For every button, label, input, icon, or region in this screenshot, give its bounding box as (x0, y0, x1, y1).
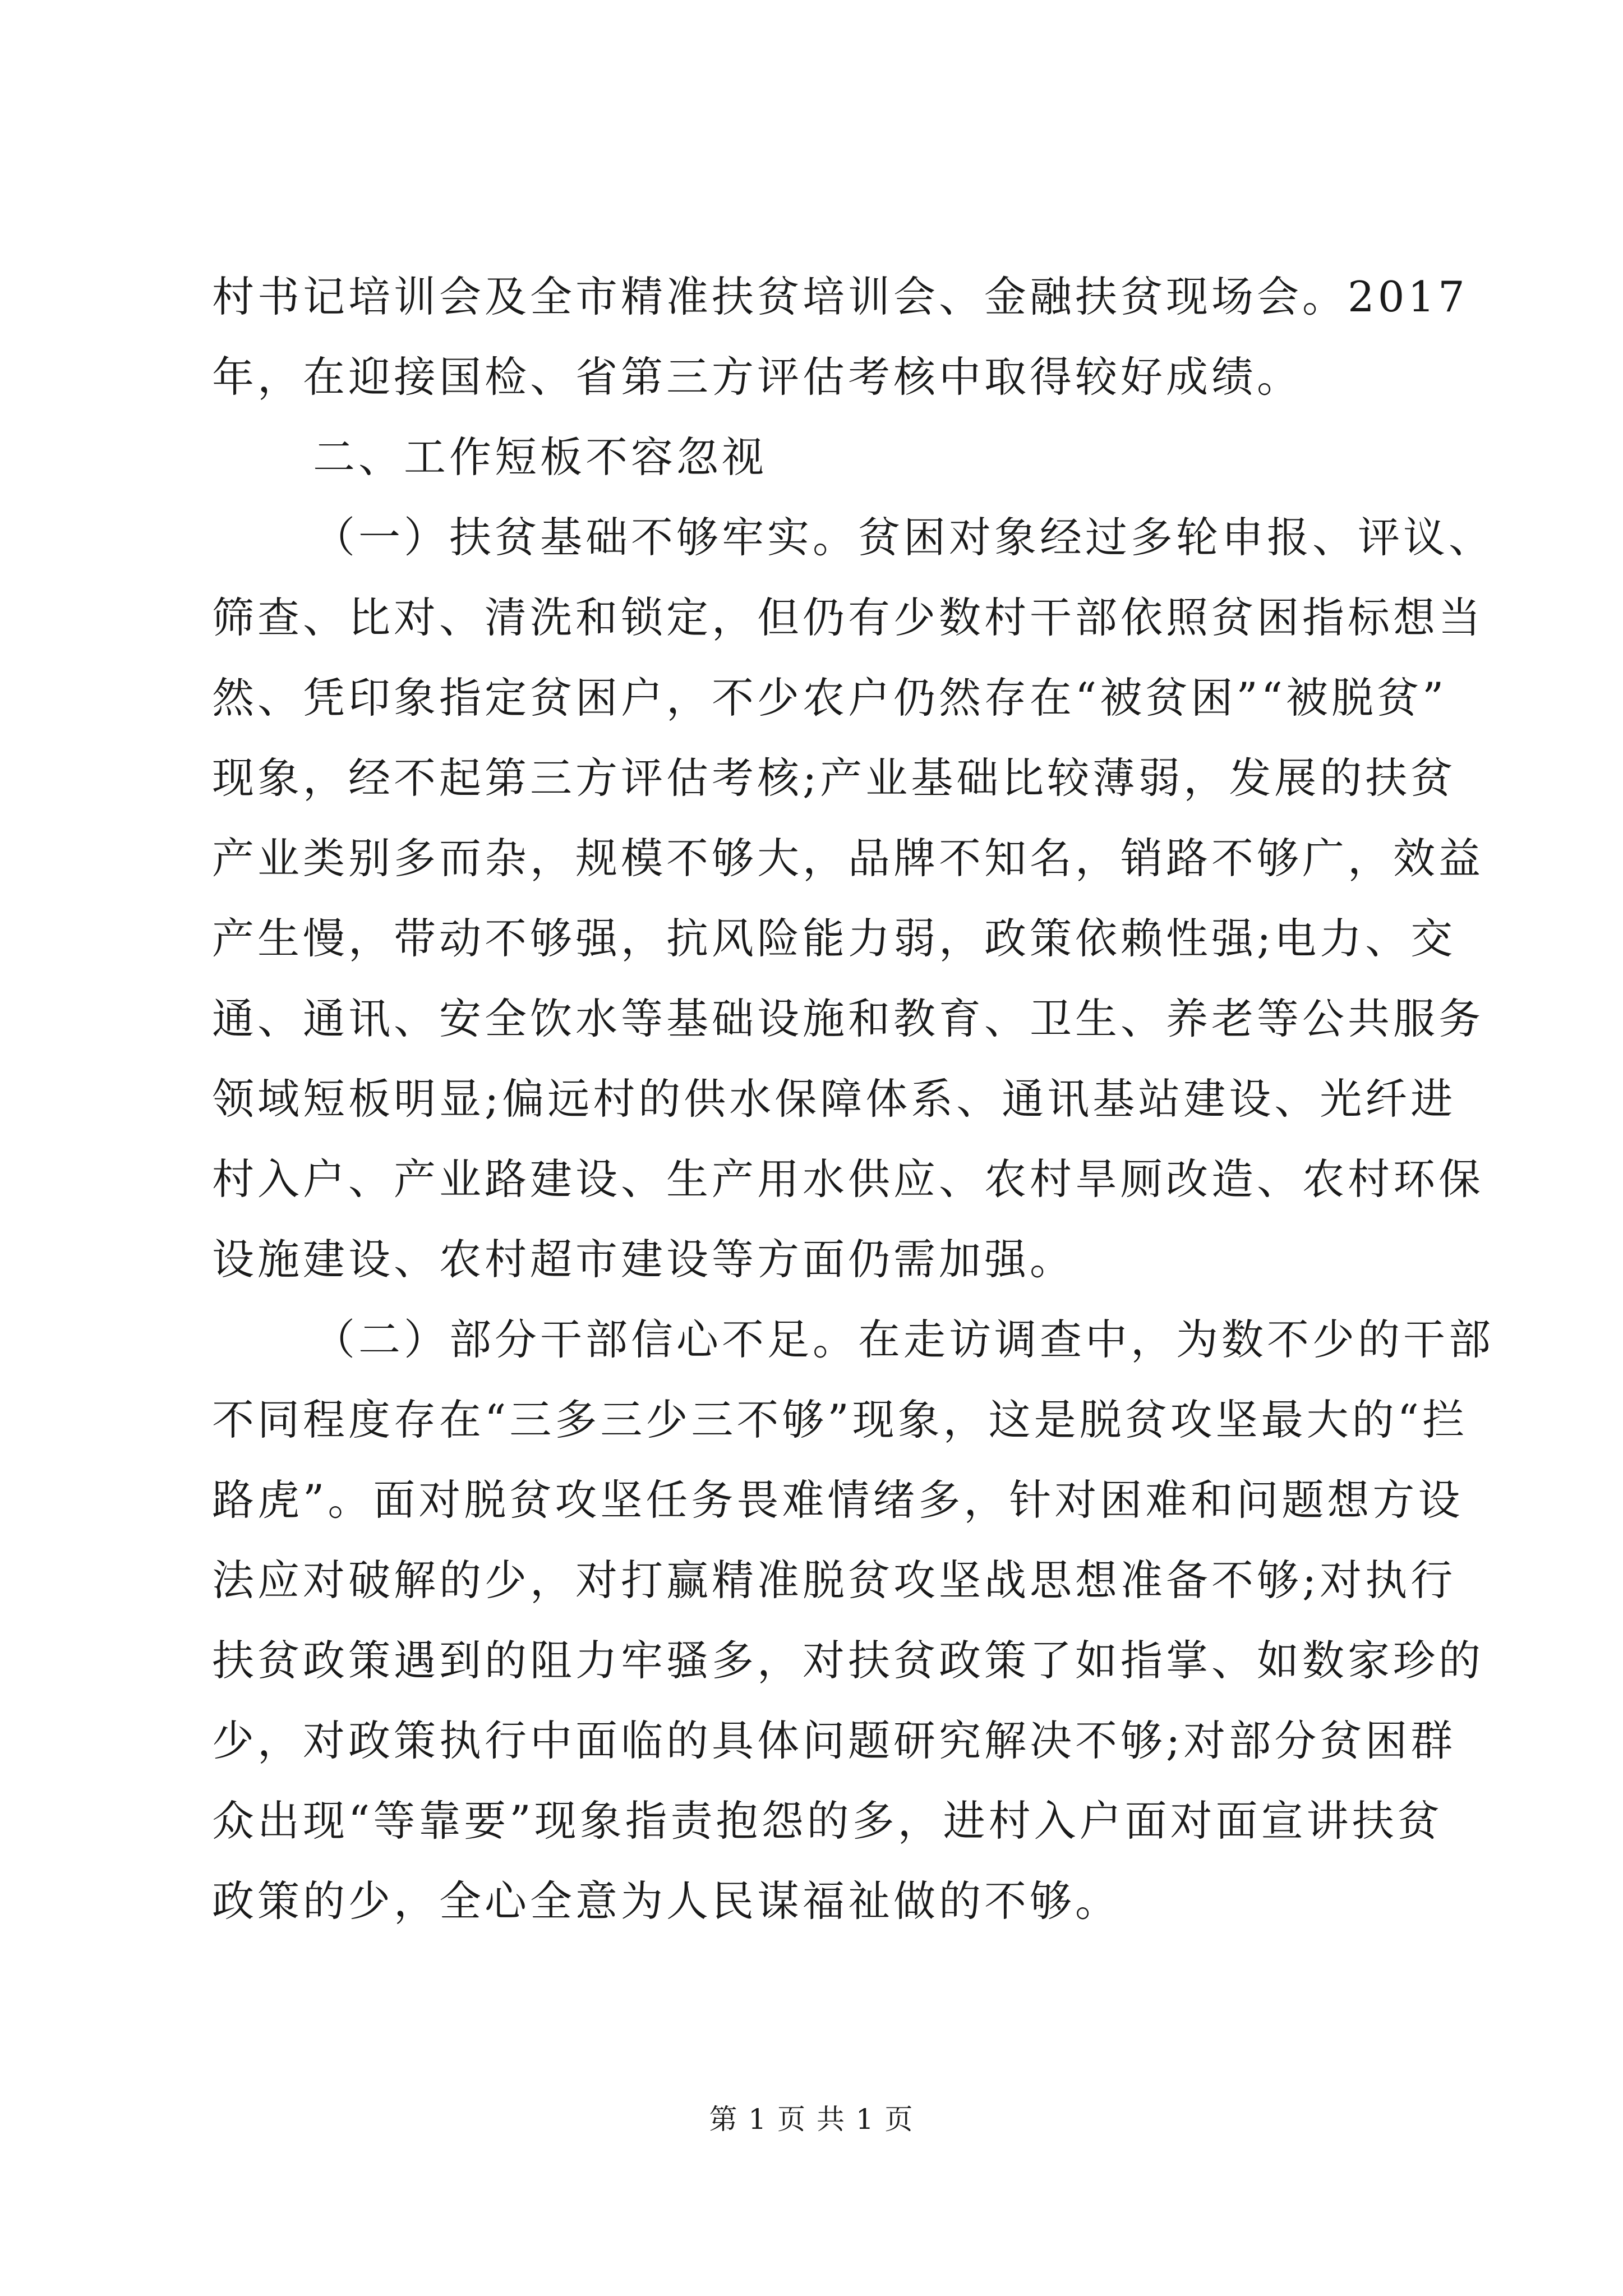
text-line: 然、凭印象指定贫困户，不少农户仍然存在“被贫困”“被脱贫” (212, 673, 1447, 723)
text-line: 村书记培训会及全市精准扶贫培训会、金融扶贫现场会。2017 (212, 272, 1468, 321)
text-line: 法应对破解的少，对打赢精准脱贫攻坚战思想准备不够;对执行 (212, 1556, 1456, 1605)
text-line: 年，在迎接国检、省第三方评估考核中取得较好成绩。 (212, 352, 1303, 402)
text-line: 少，对政策执行中面临的具体问题研究解决不够;对部分贫困群 (212, 1716, 1456, 1765)
text-line: 产生慢，带动不够强，抗风险能力弱，政策依赖性强;电力、交 (212, 914, 1456, 963)
text-line: 政策的少，全心全意为人民谋福祉做的不够。 (212, 1876, 1121, 1926)
text-line: 众出现“等靠要”现象指责抱怨的多，进村入户面对面宣讲扶贫 (212, 1796, 1443, 1846)
document-body (212, 257, 1495, 1941)
text-line: 产业类别多而杂，规模不够大，品牌不知名，销路不够广，效益 (212, 834, 1484, 883)
text-line: 现象，经不起第三方评估考核;产业基础比较薄弱，发展的扶贫 (212, 753, 1456, 803)
text-line: 通、通讯、安全饮水等基础设施和教育、卫生、养老等公共服务 (212, 994, 1484, 1043)
text-line: 路虎”。面对脱贫攻坚任务畏难情绪多，针对困难和问题想方设 (212, 1475, 1464, 1525)
text-line: 村入户、产业路建设、生产用水供应、农村旱厕改造、农村环保 (212, 1154, 1484, 1204)
subsection-heading-line: （二）部分干部信心不足。在走访调查中，为数不少的干部 (313, 1315, 1495, 1364)
section-heading: 二、工作短板不容忽视 (313, 432, 768, 482)
text-line: 不同程度存在“三多三少三不够”现象，这是脱贫攻坚最大的“拦 (212, 1395, 1468, 1444)
page-number-footer: 第 1 页 共 1 页 (709, 2103, 914, 2136)
text-line: 筛查、比对、清洗和锁定，但仍有少数村干部依照贫困指标想当 (212, 593, 1484, 642)
subsection-heading-line: （一）扶贫基础不够牢实。贫困对象经过多轮申报、评议、 (313, 513, 1495, 562)
text-line: 设施建设、农村超市建设等方面仍需加强。 (212, 1235, 1076, 1284)
text-line: 扶贫政策遇到的阻力牢骚多，对扶贫政策了如指掌、如数家珍的 (212, 1636, 1484, 1685)
text-line: 领域短板明显;偏远村的供水保障体系、通讯基站建设、光纤进 (212, 1074, 1456, 1124)
